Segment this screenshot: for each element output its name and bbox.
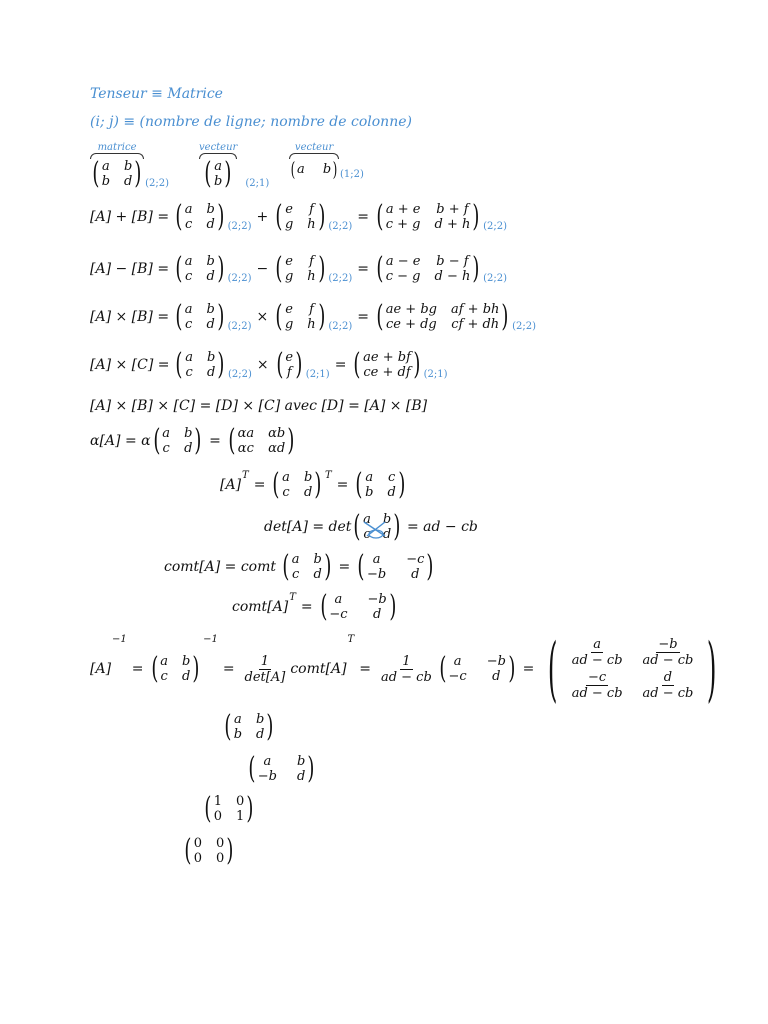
dims-definition: (i; j) ≡ (nombre de ligne; nombre de colonne) xyxy=(90,114,412,130)
matrix-example: ( a b b d ) xyxy=(92,156,142,191)
comatrix-transpose-equation: comt[A] T = ( a −b −c d ) xyxy=(232,589,397,624)
subtraction-equation: [A] − [B] = ( a b c d ) (2;2) − ( e f g h ) (2;2) = ( a − e b − f c − g d − h ) (2;2) xyxy=(90,251,507,286)
identity-matrix: ( 1 0 0 1 ) xyxy=(204,791,254,826)
associativity-line: [A] × [B] × [C] = [D] × [C] avec [D] = [A] × [B] xyxy=(90,398,428,414)
matrix-brace xyxy=(90,142,144,189)
col-vector-brace xyxy=(199,142,237,189)
matrix-dim: (2;2) xyxy=(145,178,169,189)
transpose-equation: [A] T = ( a b c d ) T = ( a c b d ) xyxy=(220,467,406,502)
product-vector-equation: [A] × [C] = ( a b c d ) (2;2) × ( e f ) (2;1) = ( ae + bf ce + df ) (2;1) xyxy=(90,347,448,382)
row-vector-example: ( a b ) xyxy=(290,157,338,181)
comatrix-equation: comt[A] = comt ( a b c d ) = ( a −c −b d ) xyxy=(164,549,434,584)
scalar-equation: α[A] = α ( a b c d ) = ( αa αb αc αd ) xyxy=(90,423,295,458)
types-row xyxy=(90,142,364,189)
extra-matrix-1: ( a b b d ) xyxy=(224,709,274,744)
det-matrix: ( a b c d ) xyxy=(353,509,401,544)
vector-label: vecteur xyxy=(199,142,238,153)
product-equation: [A] × [B] = ( a b c d ) (2;2) × ( e f g h ) (2;2) = ( ae + bg af + bh ce + dg cf + dh ) (2;2) xyxy=(90,299,537,334)
matrix-label: matrice xyxy=(97,142,137,153)
cross-scribble-icon xyxy=(361,516,391,542)
col-vector-example: ( a b ) xyxy=(204,156,232,191)
row-vector-brace xyxy=(289,142,339,179)
row-vector-label: vecteur xyxy=(294,142,334,153)
determinant-equation: det[A] = det ( a b c d ) = ad − cb xyxy=(264,509,478,544)
col-vector-dim: (2;1) xyxy=(245,178,270,189)
extra-matrix-2: ( a b −b d ) xyxy=(248,751,315,786)
addition-equation: [A] + [B] = ( a b c d ) (2;2) + ( e f g h ) (2;2) = ( a + e b + f c + g d + h ) (2;2) xyxy=(90,199,507,234)
title: Tenseur ≡ Matrice xyxy=(90,86,223,102)
inverse-result-matrix: ( $\frac{a}{ad - cb}$ $\frac{-b}{ad - cb}$ $\frac{-c}{ad - cb}$ $\frac{d}{ad - cb}$ ) xyxy=(548,628,717,710)
row-vector-dim: (1;2) xyxy=(339,169,364,180)
zero-matrix: ( 0 0 0 0 ) xyxy=(184,833,234,868)
inverse-equation: [A] −1 = ( a b c d ) −1 = $\frac{1}{\det[A]}$ comt[A] T = $\frac{1}{ad - cb}$ ( a −b −c d ) = ( $\frac{a}{ad - cb}$ $\frac{-b}{ad - cb}$ $\frac{-c}{ad - cb}$ $\frac{d}{ad - cb}$ ) xyxy=(90,634,726,704)
